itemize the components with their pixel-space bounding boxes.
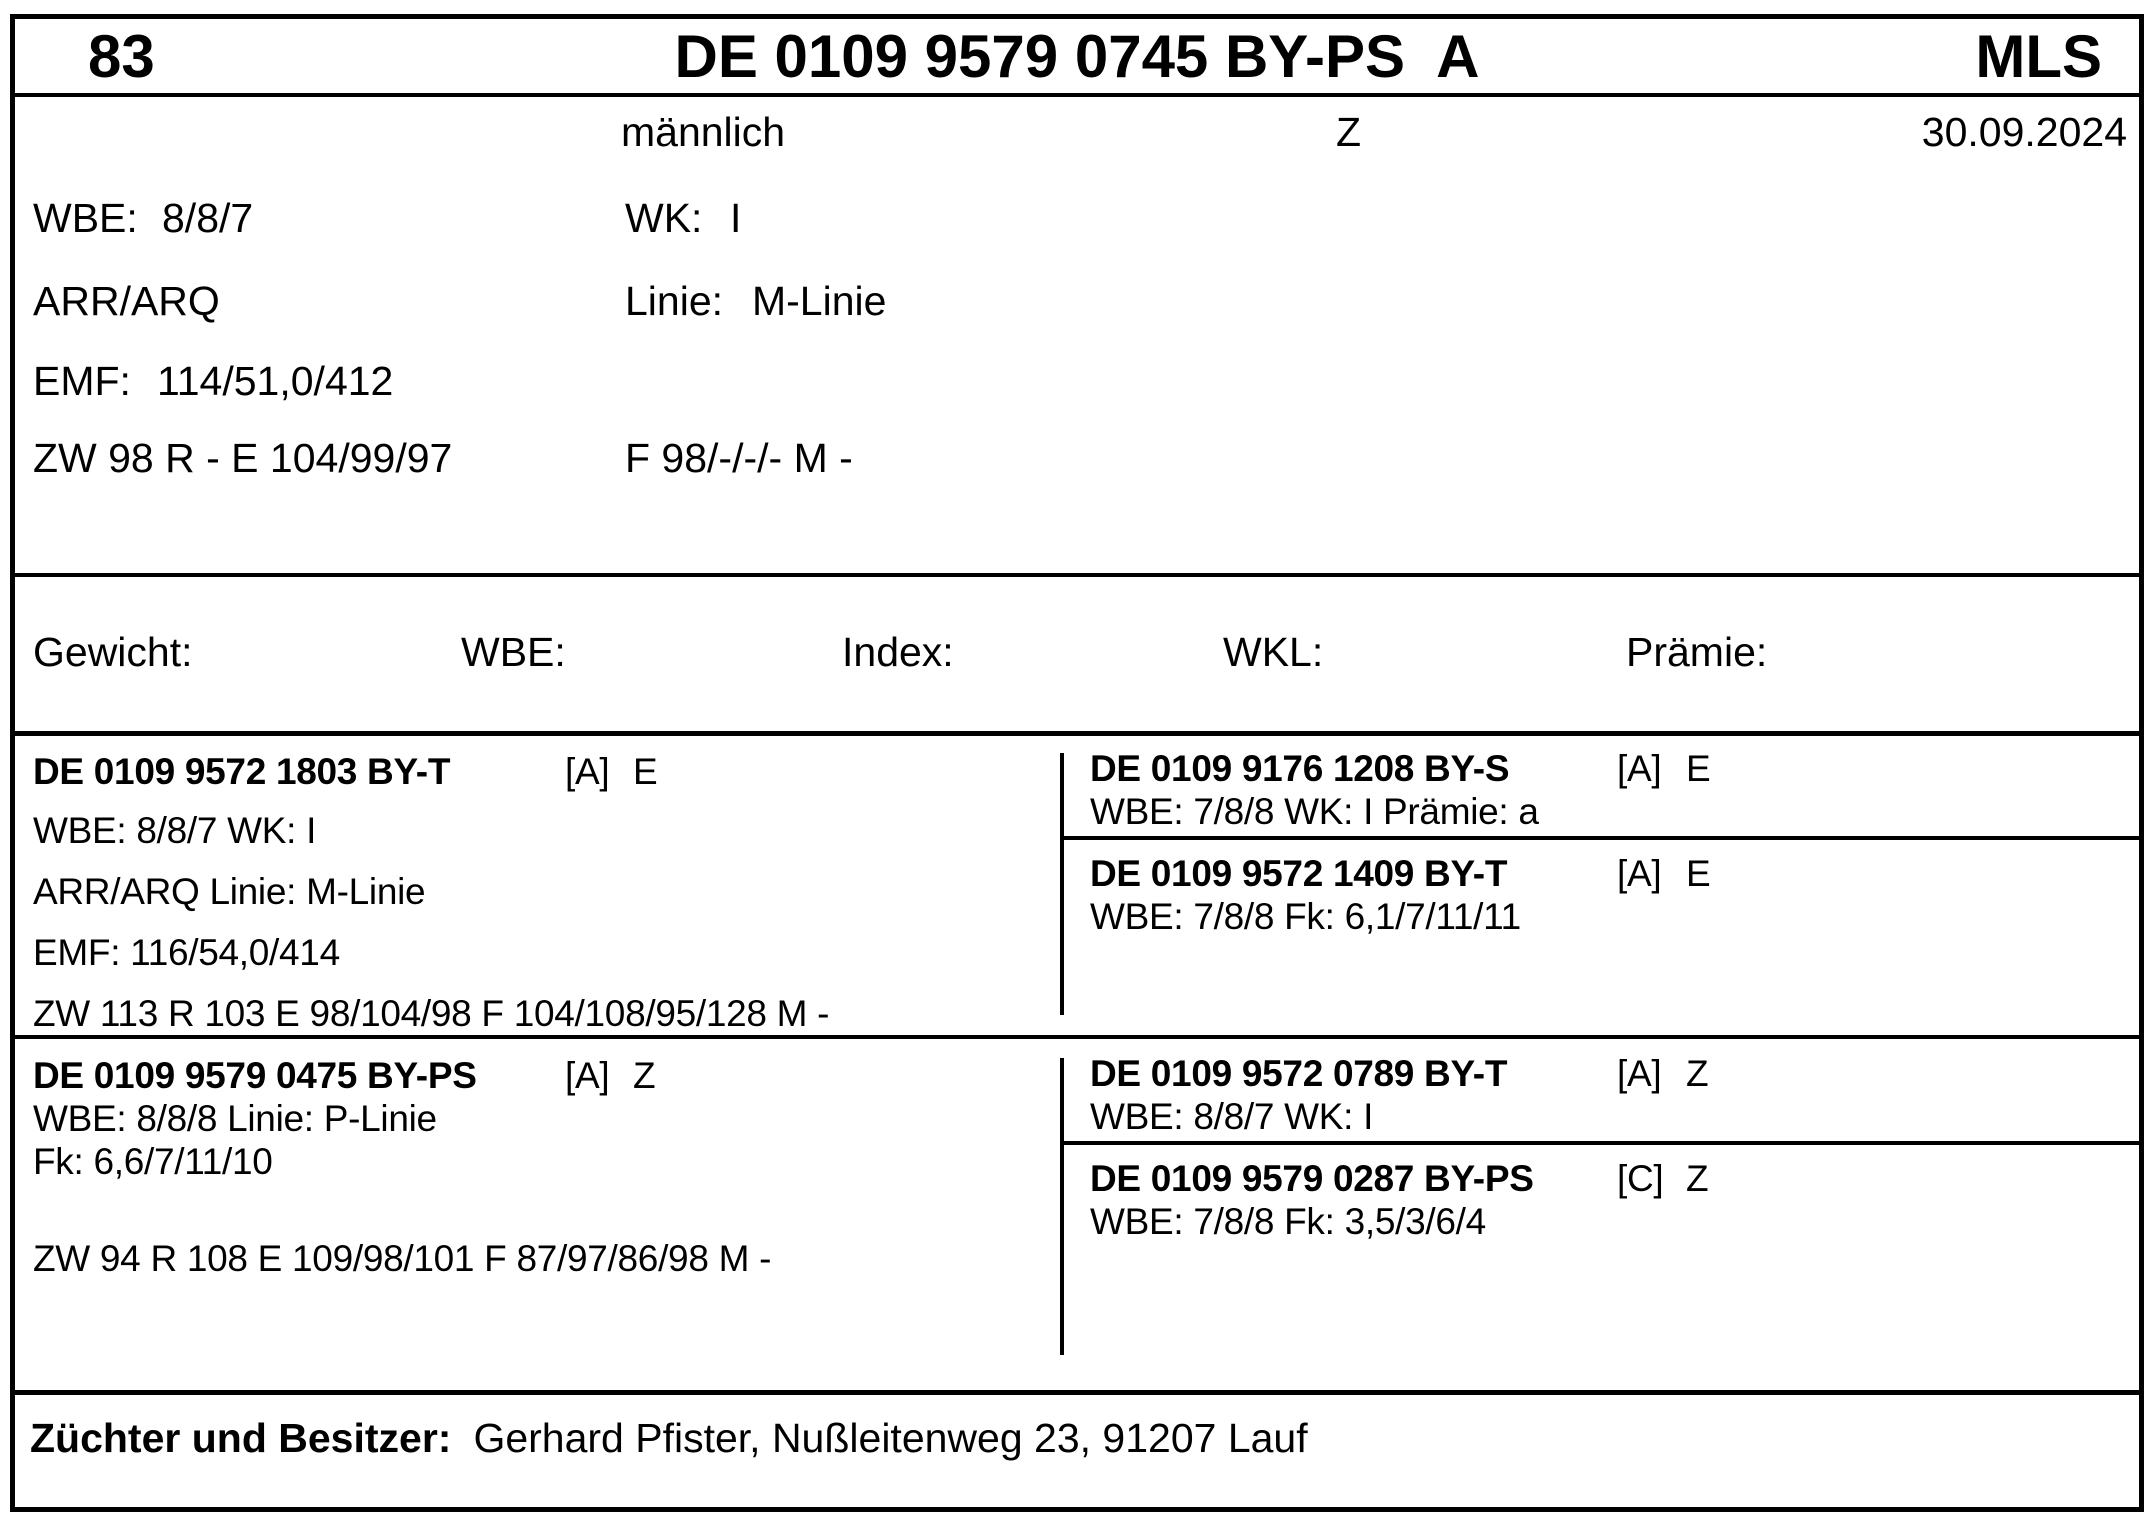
column-header-wbe: WBE: bbox=[461, 629, 566, 675]
header-divider bbox=[10, 93, 2144, 97]
pedigree-vertical-divider-bottom bbox=[1060, 1058, 1064, 1355]
emf-value: 114/51,0/412 bbox=[157, 358, 394, 404]
pedigree-vertical-divider-top bbox=[1060, 753, 1064, 1015]
column-header-wkl: WKL: bbox=[1223, 629, 1324, 675]
animal-id-title: DE 0109 9579 0745 BY-PS A bbox=[674, 23, 1480, 90]
zw-line: ZW 98 R - E 104/99/97 bbox=[33, 435, 453, 481]
dam-id: DE 0109 9579 0475 BY-PS bbox=[33, 1055, 477, 1096]
pedigree-top-divider bbox=[10, 731, 2144, 736]
sex-value: männlich bbox=[621, 109, 786, 155]
sire-id: DE 0109 9572 1803 BY-T bbox=[33, 751, 451, 792]
breed-code: MLS bbox=[1975, 23, 2102, 90]
dam-sire-flag: [A] bbox=[1617, 1053, 1662, 1094]
usage-code: Z bbox=[1336, 109, 1362, 155]
sire-sire-use-code: E bbox=[1686, 748, 1711, 789]
dam-dam-use-code: Z bbox=[1686, 1158, 1709, 1199]
dam-sire-use-code: Z bbox=[1686, 1053, 1709, 1094]
sire-parents-divider bbox=[1062, 836, 2144, 840]
dam-line-1: WBE: 8/8/8 Linie: P-Linie bbox=[33, 1098, 437, 1139]
sire-line-4: ZW 113 R 103 E 98/104/98 F 104/108/95/128 M - bbox=[33, 993, 830, 1034]
breeder-owner-value: Gerhard Pfister, Nußleitenweg 23, 91207 Lauf bbox=[473, 1415, 1308, 1461]
dam-flag: [A] bbox=[565, 1055, 610, 1096]
line-value: M-Linie bbox=[752, 278, 887, 324]
sire-use-code: E bbox=[633, 751, 658, 792]
date-value: 30.09.2024 bbox=[1921, 109, 2127, 155]
genotype-value: ARR/ARQ bbox=[33, 278, 220, 324]
sire-dam-line-1: WBE: 7/8/8 Fk: 6,1/7/11/11 bbox=[1090, 896, 1521, 937]
sire-dam-use-code: E bbox=[1686, 853, 1711, 894]
pedigree-mid-divider bbox=[10, 1035, 2144, 1039]
sire-dam-id: DE 0109 9572 1409 BY-T bbox=[1090, 853, 1508, 894]
info-section-divider bbox=[10, 573, 2144, 577]
dam-sire-id: DE 0109 9572 0789 BY-T bbox=[1090, 1053, 1508, 1094]
sire-line-3: EMF: 116/54,0/414 bbox=[33, 932, 340, 973]
dam-sire-line-1: WBE: 8/8/7 WK: I bbox=[1090, 1096, 1374, 1137]
wk-label: WK: bbox=[625, 195, 703, 241]
column-header-index: Index: bbox=[842, 629, 954, 675]
breeder-owner-row bbox=[30, 1415, 1308, 1461]
dam-dam-id: DE 0109 9579 0287 BY-PS bbox=[1090, 1158, 1534, 1199]
wbe-label: WBE: bbox=[33, 195, 138, 241]
dam-parents-divider bbox=[1062, 1141, 2144, 1145]
sire-flag: [A] bbox=[565, 751, 610, 792]
sire-sire-line-1: WBE: 7/8/8 WK: I Prämie: a bbox=[1090, 791, 1539, 832]
sire-sire-flag: [A] bbox=[1617, 748, 1662, 789]
dam-line-2: Fk: 6,6/7/11/10 bbox=[33, 1141, 273, 1182]
wk-value: I bbox=[730, 195, 742, 241]
sire-dam-flag: [A] bbox=[1617, 853, 1662, 894]
dam-use-code: Z bbox=[633, 1055, 656, 1096]
dam-dam-line-1: WBE: 7/8/8 Fk: 3,5/3/6/4 bbox=[1090, 1201, 1486, 1242]
emf-label: EMF: bbox=[33, 358, 131, 404]
line-label: Linie: bbox=[625, 278, 724, 324]
column-header-gewicht: Gewicht: bbox=[33, 629, 193, 675]
dam-dam-flag: [C] bbox=[1617, 1158, 1664, 1199]
f-line: F 98/-/-/- M - bbox=[625, 435, 853, 481]
sire-line-2: ARR/ARQ Linie: M-Linie bbox=[33, 871, 426, 912]
breeder-owner-label: Züchter und Besitzer: bbox=[30, 1415, 452, 1461]
dam-line-3: ZW 94 R 108 E 109/98/101 F 87/97/86/98 M - bbox=[33, 1238, 772, 1279]
sire-line-1: WBE: 8/8/7 WK: I bbox=[33, 810, 317, 851]
sire-sire-id: DE 0109 9176 1208 BY-S bbox=[1090, 748, 1510, 789]
wbe-value: 8/8/7 bbox=[162, 195, 254, 241]
column-header-praemie: Prämie: bbox=[1626, 629, 1768, 675]
catalog-number: 83 bbox=[88, 23, 155, 90]
footer-divider bbox=[10, 1390, 2144, 1395]
